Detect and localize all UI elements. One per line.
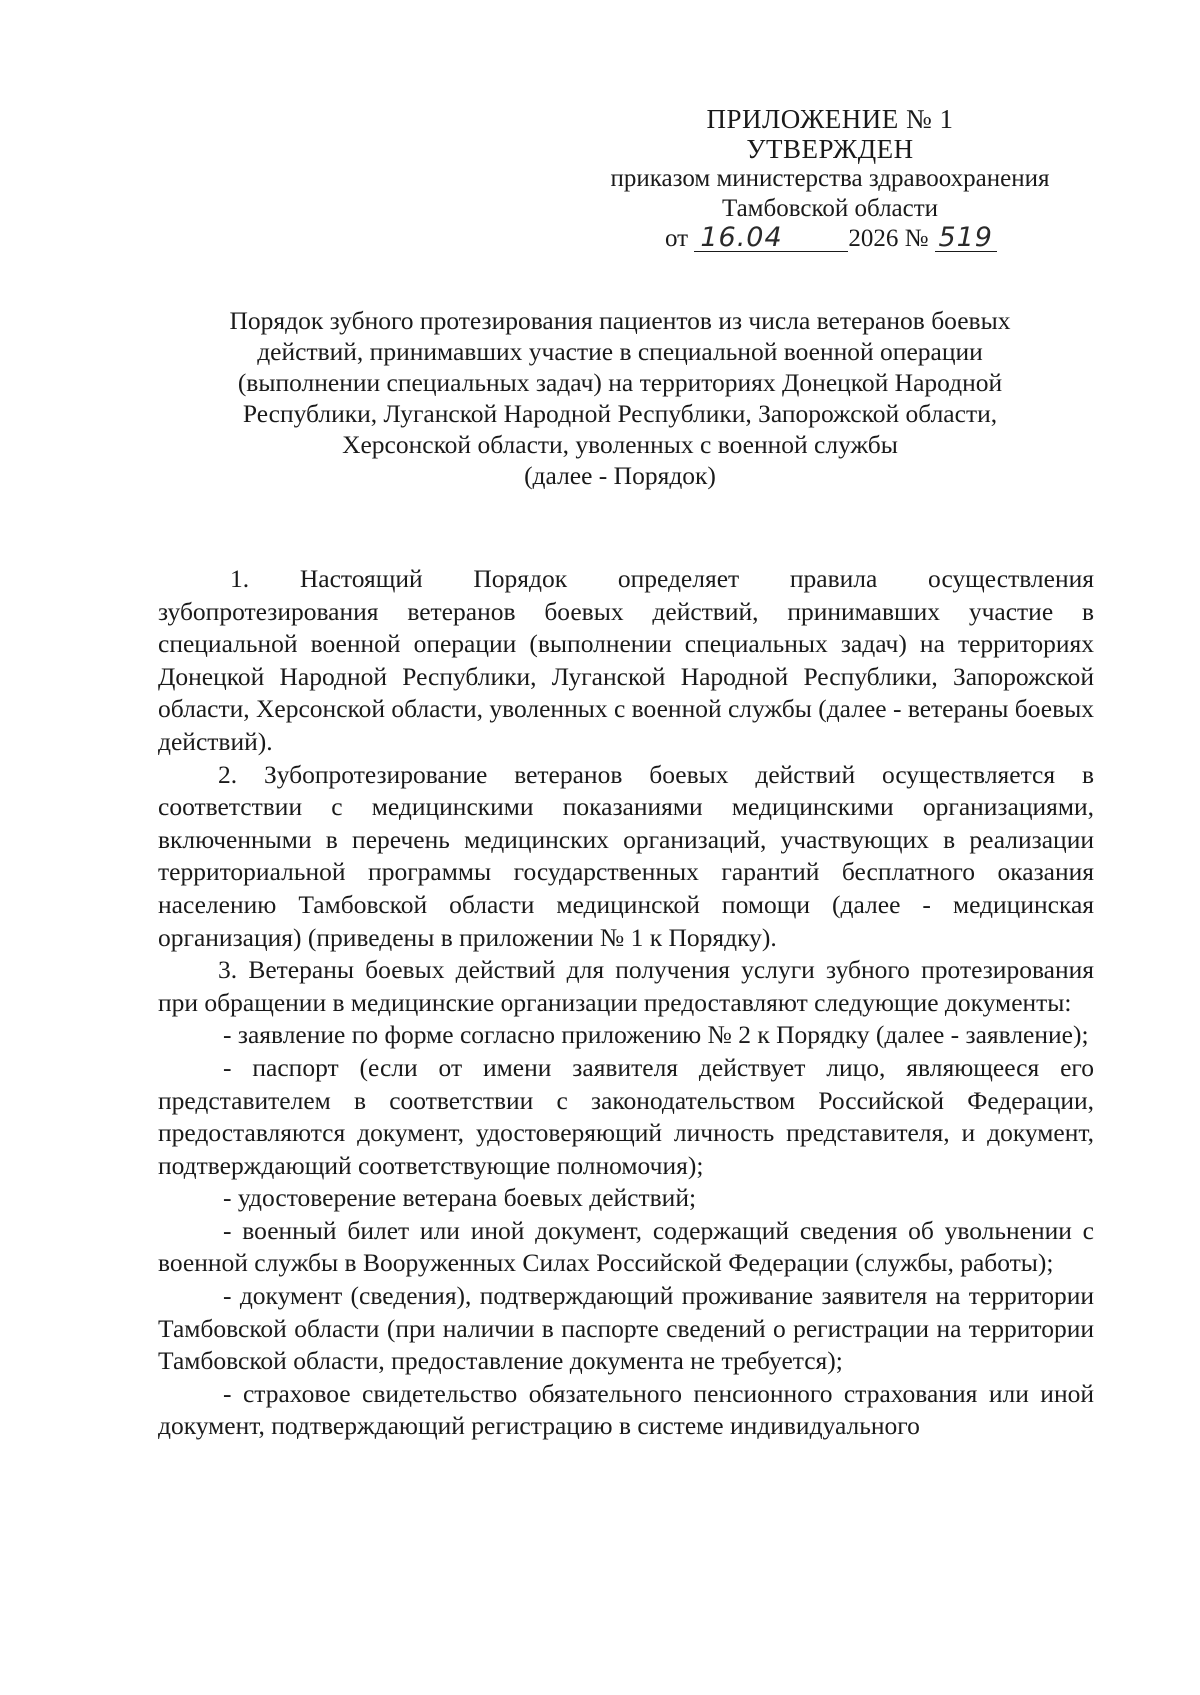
- order-date-number: [560, 224, 1100, 254]
- list-item-passport: - паспорт (если от имени заявителя действует лицо, являющееся его представителем в соответствии с законодательством Российской Федерации, предоставляются документ, удостоверяющий личность представителя, и документ, подтверждающий соответствующие полномочия);: [158, 1052, 1094, 1180]
- title-line: Херсонской области, уволенных с военной службы: [342, 430, 898, 459]
- approval-header: [560, 104, 1100, 254]
- order-region: Тамбовской области: [721, 195, 939, 222]
- handwritten-date: 16.04: [694, 225, 848, 252]
- list-item-application: - заявление по форме согласно приложению № 2 к Порядку (далее - заявление);: [223, 1020, 1089, 1050]
- date-prefix: от: [665, 225, 689, 252]
- title-line: Республики, Луганской Народной Республики, Запорожской области,: [242, 399, 998, 428]
- list-item-military-id: - военный билет или иной документ, содержащий сведения об увольнении с военной службы в Вооруженных Силах Российской Федерации (службы, работы);: [158, 1215, 1094, 1278]
- paragraph-3: 3. Ветераны боевых действий для получения услуги зубного протезирования при обращении в медицинские организации предоставляют следующие документы:: [158, 955, 1094, 1017]
- order-issuer: приказом министерства здравоохранения: [610, 165, 1050, 192]
- title-line: (далее - Порядок): [524, 461, 716, 490]
- list-item-veteran-certificate: - удостоверение ветерана боевых действий;: [223, 1183, 697, 1213]
- title-line: (выполнении специальных задач) на территориях Донецкой Народной: [237, 368, 1003, 397]
- document-body: [158, 563, 1094, 1443]
- paragraph-1: 1. Настоящий Порядок определяет правила осуществления зубопротезирования ветеранов боевых действий, принимавших участие в специальной военной операции (выполнении специальных задач) на территориях Донецкой Народной Республики, Луганской Народной Республики, Запорожской области, Херсонской области, уволенных с военной службы (далее - ветераны боевых действий).: [158, 564, 1094, 756]
- annex-number: ПРИЛОЖЕНИЕ № 1: [706, 104, 954, 134]
- document-title: [160, 305, 1080, 491]
- list-item-residence-document: - документ (сведения), подтверждающий проживание заявителя на территории Тамбовской области (при наличии в паспорте сведений о регистрации на территории Тамбовской области, предоставление документа не требуется);: [158, 1281, 1094, 1376]
- order-year: 2026: [848, 225, 899, 252]
- title-line: Порядок зубного протезирования пациентов из числа ветеранов боевых: [229, 306, 1011, 335]
- handwritten-order-number: 519: [935, 225, 997, 252]
- list-item-pension-insurance: - страховое свидетельство обязательного пенсионного страхования или иной документ, подтверждающий регистрацию в системе индивидуального: [158, 1378, 1094, 1441]
- title-line: действий, принимавших участие в специальной военной операции: [257, 337, 983, 366]
- paragraph-2: 2. Зубопротезирование ветеранов боевых действий осуществляется в соответствии с медицинскими показаниями медицинскими организациями, включенными в перечень медицинских организаций, участвующих в реализации территориальной программы государственных гарантий бесплатного оказания населению Тамбовской области медицинской помощи (далее - медицинская организация) (приведены в приложении № 1 к Порядку).: [158, 759, 1094, 952]
- number-sign: №: [904, 225, 929, 252]
- approved-label: УТВЕРЖДЕН: [746, 134, 914, 164]
